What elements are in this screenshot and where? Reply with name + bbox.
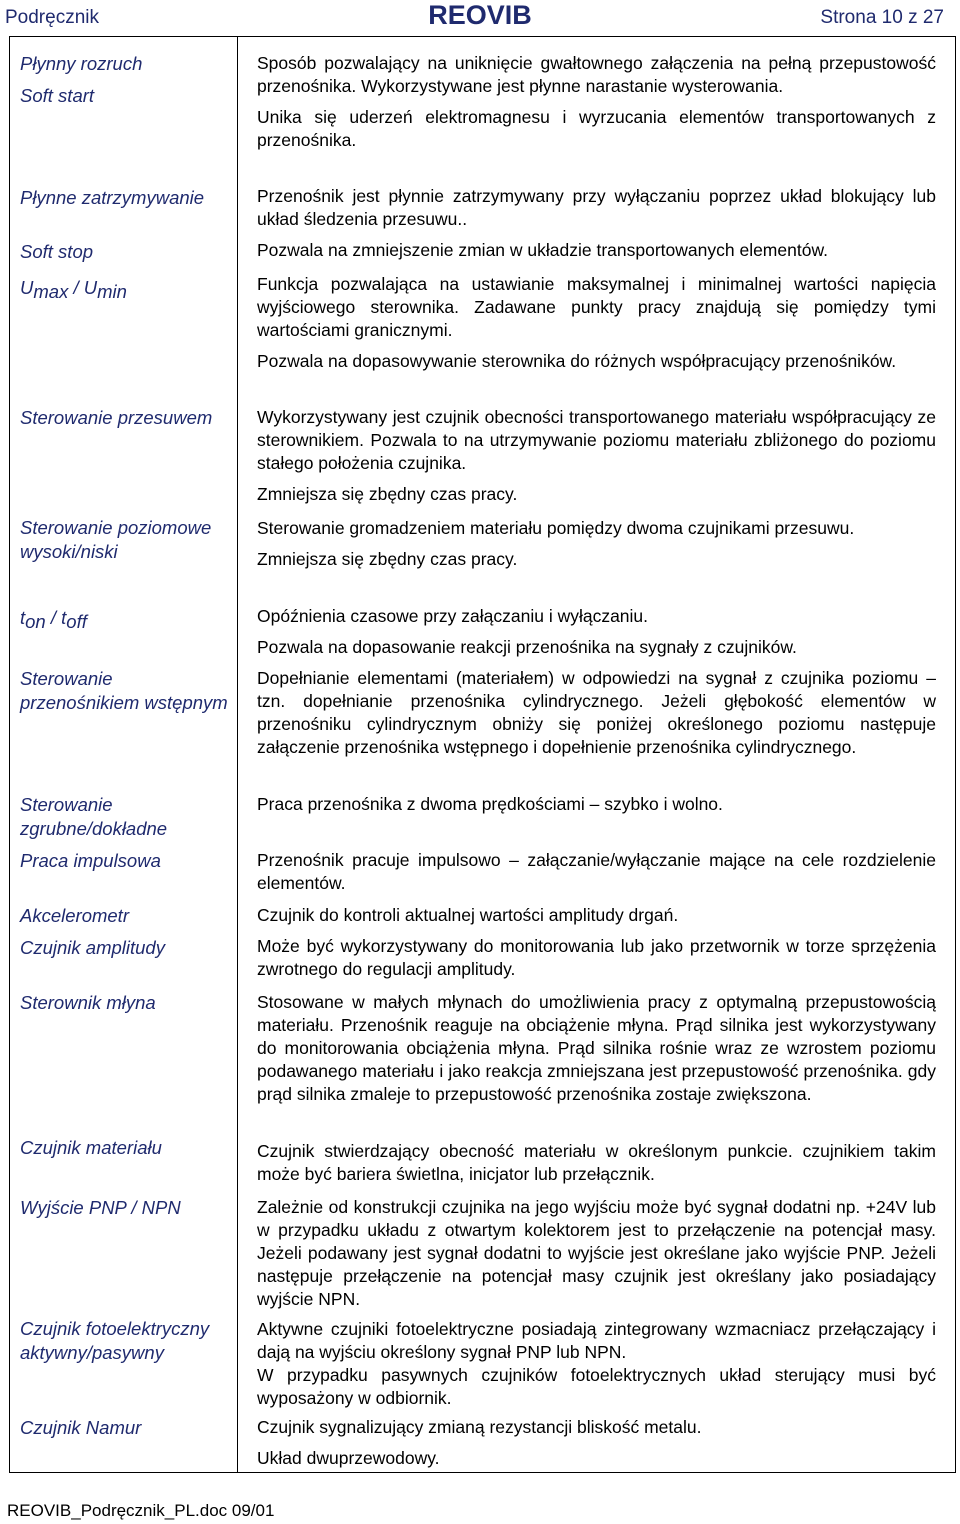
desc-material-sensor: Czujnik stwierdzający obecność materiału w określonym punkcie. czujnikiem takim może być bariera świetlna, inicjator lub przełącznik. <box>257 1141 936 1184</box>
term-level-control: Sterowanie poziomowe wysoki/niski <box>20 517 212 562</box>
term-ton-toff: $t_{on} / t_{off}$ <box>20 607 87 632</box>
header-manual-label: Podręcznik <box>5 7 99 28</box>
page-header <box>0 0 960 34</box>
term-material-sensor: Czujnik materiału <box>20 1137 162 1158</box>
desc-track-control: Wykorzystywany jest czujnik obecności transportowanego materiału współpracujący ze sterownikiem. Pozwala to na utrzymywanie poziomu materiału zbliżonego do poziomu stałego położenia czujnika. Zmniejsza się zbędny czas pracy. <box>257 407 936 504</box>
desc-umax-umin: Funkcja pozwalająca na ustawianie maksymalnej i minimalnej wartości napięcia wyjściowego sterownika. Zadawane punkty pracy znajdują się pomiędzy tymi wartościami granicznymi. Pozwala na dopasowywanie sterownika do różnych współpracujący przenośników. <box>257 274 936 371</box>
term-soft-stop-en: Soft stop <box>20 241 94 262</box>
term-soft-start-en: Soft start <box>20 85 95 106</box>
term-soft-stop-pl: Płynne zatrzymywanie <box>20 187 205 208</box>
desc-amplitude-sensor: Czujnik do kontroli aktualnej wartości amplitudy drgań. Może być wykorzystywany do monitorowania lub jako przetwornik w torze sprzężenia zwrotnego do regulacji amplitudy. <box>257 905 936 979</box>
term-namur-sensor: Czujnik Namur <box>20 1417 142 1438</box>
desc-pnp-npn-output: Zależnie od konstrukcji czujnika na jego wyjściu może być sygnał dodatni np. +24V lub w przypadku układu z otwartym kolektorem jest to przełączenie na potencjał masy. Jeżeli podawany jest sygnał dodatni to wyjście jest określane jako wyjście PNP. Jeżeli następuje przełączenie na potencjał masy czujnik jest określany jako posiadający wyjście NPN. <box>257 1197 936 1309</box>
desc-pre-feeder-control: Dopełnianie elementami (materiałem) w odpowiedzi na sygnał z czujnika poziomu – tzn. dopełnianie przenośnika cylindrycznego. Jeżeli głębokość elementów w przenośniku cylindrycznym obniży się poniżej określonego poziomu następuje załączenie przenośnika wstępnego i dopełnienie przenośnika cylindrycznego. <box>257 668 936 757</box>
term-pulse-mode: Praca impulsowa <box>20 850 161 871</box>
desc-pulse-mode: Przenośnik pracuje impulsowo – załączanie/wyłączanie mające na cele rozdzielenie elementów. <box>257 850 936 893</box>
header-page-number: Strona 10 z 27 <box>820 7 944 28</box>
desc-ton-toff: Opóźnienia czasowe przy załączaniu i wyłączaniu. Pozwala na dopasowanie reakcji przenośnika na sygnały z czujników. <box>257 606 797 657</box>
term-mill-controller: Sterownik młyna <box>20 992 156 1013</box>
page-footer: REOVIB_Podręcznik_PL.doc 09/01 <box>7 1501 275 1520</box>
desc-photoelectric-sensor: Aktywne czujniki fotoelektryczne posiadają zintegrowany wzmacniacz przełączający i dają na wyjściu określony sygnał PNP lub NPN. W przypadku pasywnych czujników fotoelektrycznych układ sterujący musi być wyposażony w odbiornik. <box>257 1319 936 1408</box>
column-divider <box>237 36 238 1473</box>
desc-soft-start: Sposób pozwalający na uniknięcie gwałtownego załączenia na pełną przepustowość przenośnika. Wykorzystywane jest płynne narastanie wysterowania. Unika się uderzeń elektromagnesu i wyrzucania elementów transportowanych z przenośnika. <box>257 53 936 150</box>
desc-soft-stop: Przenośnik jest płynnie zatrzymywany przy wyłączaniu poprzez układ blokujący lub układ śledzenia przesuwu.. Pozwala na zmniejszenie zmian w układzie transportowanych elementów. <box>257 186 936 260</box>
term-accelerometer: Akcelerometr <box>20 905 129 926</box>
term-amplitude-sensor: Czujnik amplitudy <box>20 937 165 958</box>
term-soft-start-pl: Płynny rozruch <box>20 53 143 74</box>
desc-mill-controller: Stosowane w małych młynach do umożliwienia pracy z optymalną przepustowością materiału. Przenośnik reaguje na obciążenie młyna. Prąd silnika jest wykorzystywany do monitorowania obciążenia młyna. Prąd silnika rośnie wraz ze wzrostem poziomu podawanego materiału i jako reakcja zmniejszana jest przepustowość przenośnika. gdy prąd silnika zmaleje to przepustowość przenośnika zostaje zwiększona. <box>257 992 936 1104</box>
desc-namur-sensor: Czujnik sygnalizujący zmianą rezystancji bliskość metalu. Układ dwuprzewodowy. <box>257 1417 702 1468</box>
desc-level-control: Sterowanie gromadzeniem materiału pomiędzy dwoma czujnikami przesuwu. Zmniejsza się zbędny czas pracy. <box>257 518 855 569</box>
desc-coarse-fine-control: Praca przenośnika z dwoma prędkościami – szybko i wolno. <box>257 794 723 814</box>
header-title: REOVIB <box>428 0 532 30</box>
term-pre-feeder-control: Sterowanie przenośnikiem wstępnym <box>20 668 228 713</box>
term-track-control: Sterowanie przesuwem <box>20 407 213 428</box>
term-coarse-fine-control: Sterowanie zgrubne/dokładne <box>20 794 168 839</box>
term-umax-umin: $U_{max} / U_{min}$ <box>20 277 127 302</box>
term-pnp-npn-output: Wyjście PNP / NPN <box>20 1197 181 1218</box>
term-photoelectric-sensor: Czujnik fotoelektryczny aktywny/pasywny <box>20 1318 210 1363</box>
